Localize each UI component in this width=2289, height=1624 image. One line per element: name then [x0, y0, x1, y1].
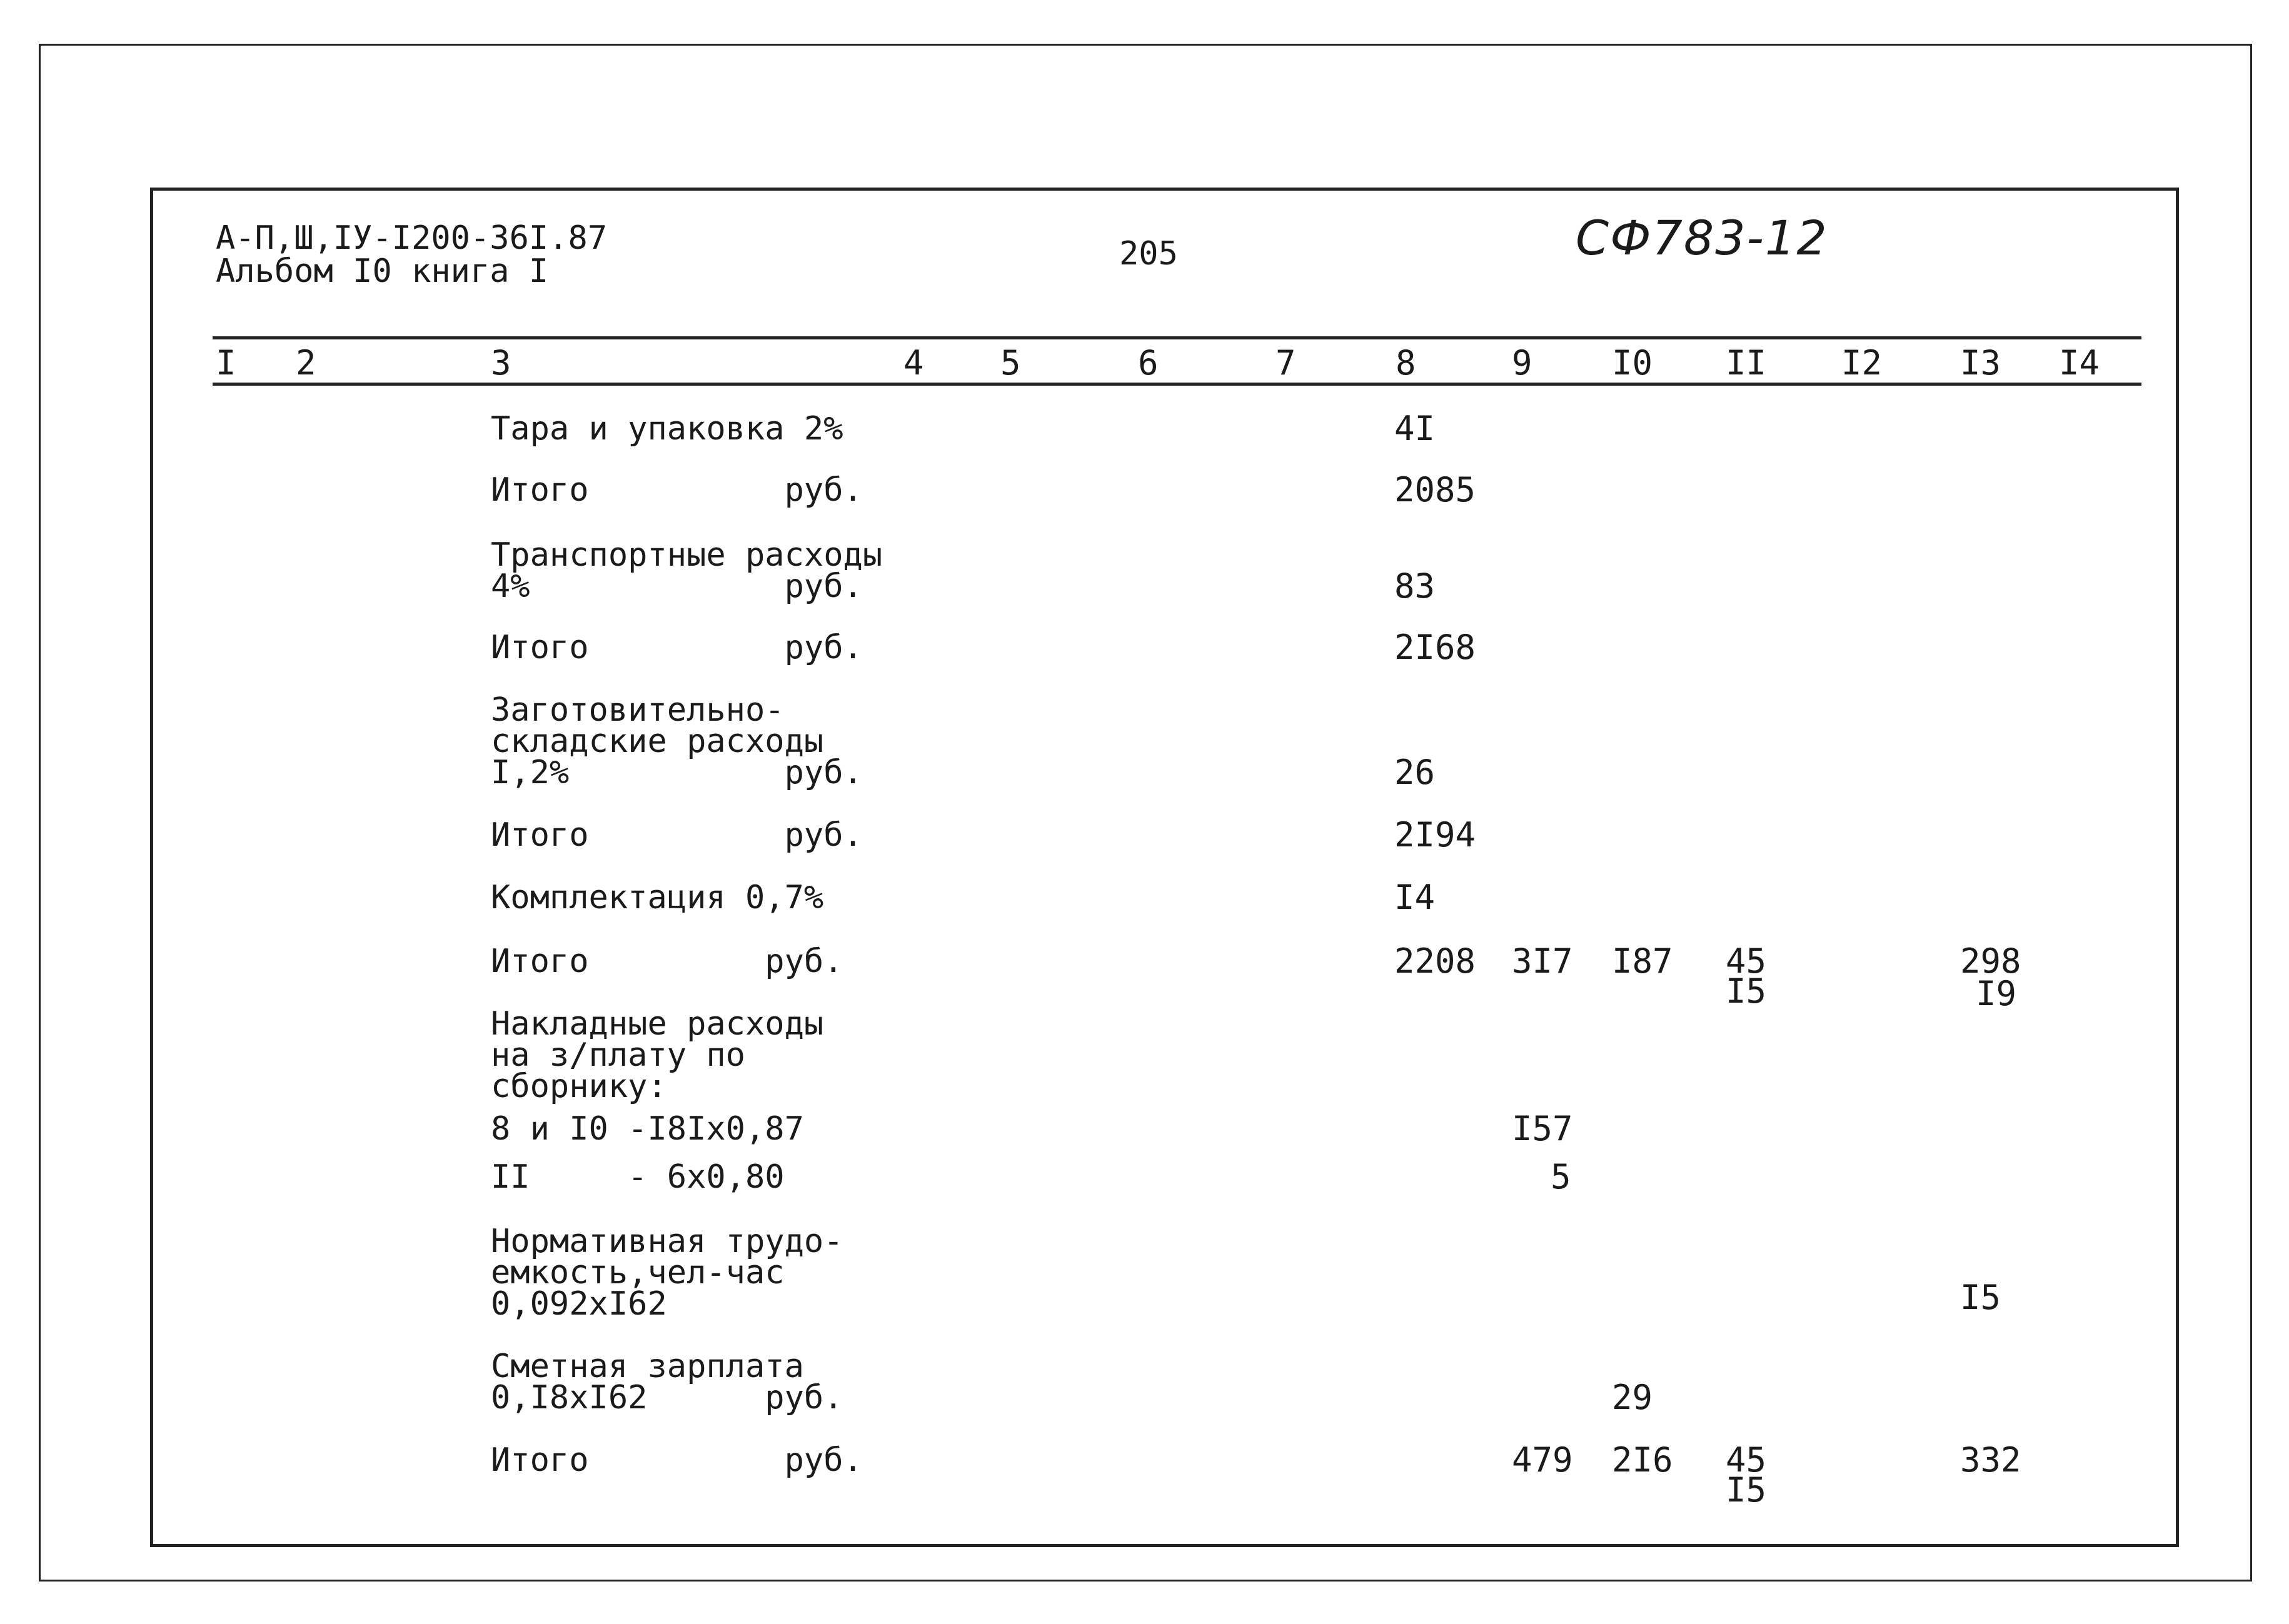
item-label: Итого руб. [491, 943, 843, 980]
page-number: 205 [1119, 235, 1178, 273]
column-number: 2 [296, 343, 316, 383]
album-title: Альбом I0 книга I [216, 253, 549, 290]
col10-value: 29 [1612, 1378, 1653, 1417]
column-number: 4 [903, 343, 924, 383]
col8-value: 26 [1394, 753, 1436, 792]
header-rule-top [213, 336, 2141, 339]
col8-value: I4 [1394, 878, 1436, 917]
col8-value: 2085 [1394, 470, 1476, 509]
col10-value: I87 [1612, 941, 1673, 981]
item-label: Тара и упаковка 2% [491, 410, 843, 448]
col13-value: I9 [1976, 974, 2017, 1013]
item-label: Итого руб. [491, 471, 863, 509]
column-number: 9 [1512, 343, 1532, 383]
column-number: 6 [1138, 343, 1159, 383]
col8-value: 2208 [1394, 941, 1476, 981]
column-number: 3 [491, 343, 511, 383]
column-number: I2 [1841, 343, 1883, 383]
col9-value: 3I7 [1512, 941, 1573, 981]
item-label: на з/плату по [491, 1036, 745, 1074]
col13-value: I5 [1960, 1278, 2001, 1317]
col9-value: 5 [1551, 1157, 1571, 1196]
col11-value: I5 [1726, 1470, 1767, 1510]
column-number: 7 [1275, 343, 1296, 383]
col8-value: 4I [1394, 409, 1436, 448]
item-label: 0,092xI62 [491, 1285, 667, 1323]
column-number: I4 [2059, 343, 2100, 383]
col11-value: 45 [1726, 1440, 1767, 1480]
header-rule-bottom [213, 383, 2141, 386]
item-label: Накладные расходы [491, 1005, 824, 1043]
item-label: I,2% руб. [491, 754, 863, 791]
item-label: Итого руб. [491, 629, 863, 666]
item-label: Итого руб. [491, 816, 863, 854]
item-label: Заготовительно- [491, 691, 785, 729]
col8-value: 83 [1394, 566, 1436, 606]
item-label: 0,I8xI62 руб. [491, 1379, 843, 1416]
col11-value: I5 [1726, 971, 1767, 1011]
item-label: 8 и I0 -I8Ix0,87 [491, 1110, 804, 1148]
item-label: складские расходы [491, 723, 824, 760]
col9-value: 479 [1512, 1440, 1573, 1480]
document-code: А-П,Ш,IУ-I200-36I.87 [216, 219, 608, 257]
item-label: Нормативная трудо- [491, 1223, 843, 1260]
column-number: 8 [1396, 343, 1416, 383]
item-label: II - 6x0,80 [491, 1158, 785, 1196]
item-label: 4% руб. [491, 568, 863, 605]
column-number: I [216, 343, 236, 383]
col8-value: 2I68 [1394, 628, 1476, 667]
item-label: Транспортные расходы [491, 536, 883, 574]
column-number: II [1726, 343, 1767, 383]
sheet-code: СФ783-12 [1576, 210, 1828, 266]
col8-value: 2I94 [1394, 815, 1476, 855]
col13-value: 298 [1960, 941, 2021, 981]
column-number: I0 [1612, 343, 1653, 383]
col11-value: 45 [1726, 941, 1767, 981]
item-label: сборнику: [491, 1068, 667, 1105]
item-label: емкость,чел-час [491, 1254, 785, 1291]
inner-frame [150, 188, 2179, 1547]
item-label: Сметная зарплата [491, 1348, 804, 1385]
col9-value: I57 [1512, 1109, 1573, 1148]
item-label: Итого руб. [491, 1441, 863, 1479]
col10-value: 2I6 [1612, 1440, 1673, 1480]
item-label: Комплектация 0,7% [491, 879, 824, 916]
column-number: 5 [1000, 343, 1021, 383]
col13-value: 332 [1960, 1440, 2021, 1480]
column-number: I3 [1960, 343, 2001, 383]
